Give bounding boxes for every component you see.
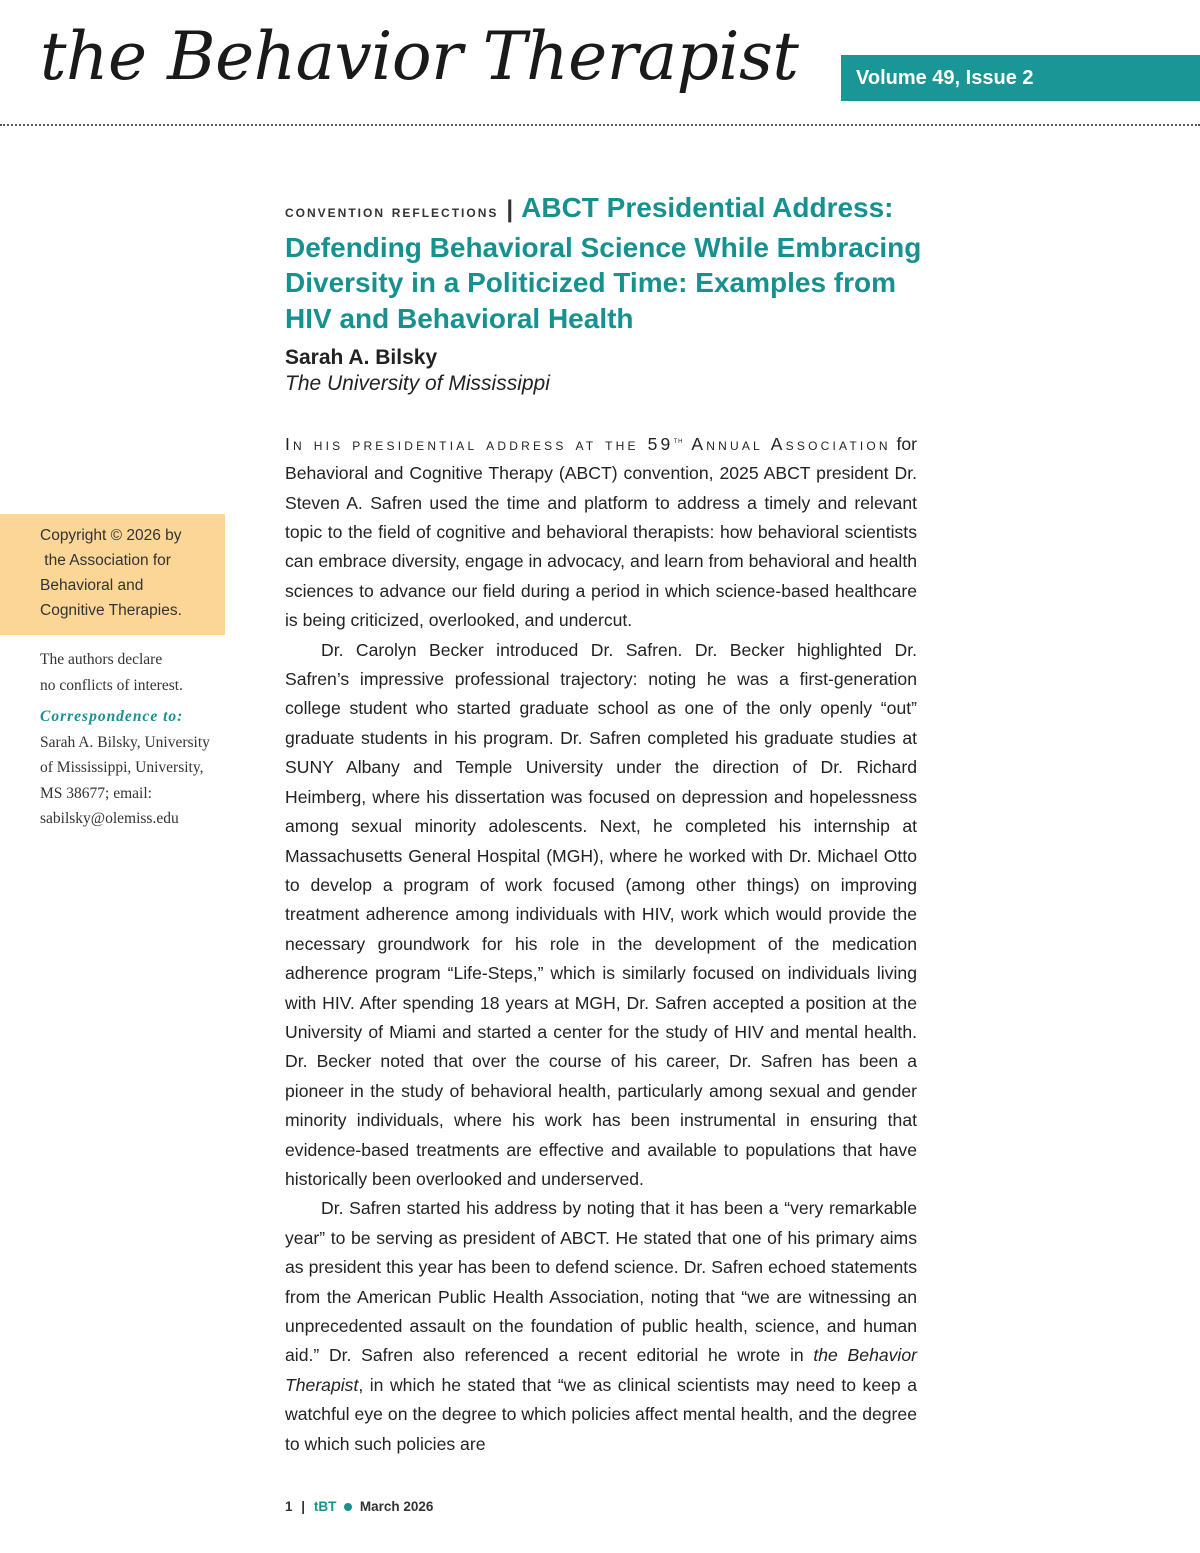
footer-brand: tBT: [313, 1499, 337, 1514]
paragraph-2: Dr. Carolyn Becker introduced Dr. Safren. Dr. Becker highlighted Dr. Safren’s impressive professional trajectory: noting he was a first-generation college student who started graduate school as one of the only openly “out” graduate students in his program. Dr. Safren completed his graduate studies at SUNY Albany and Temple University under the direction of Dr. Richard Heimberg, where his dissertation was focused on depression and hopelessness among sexual minority adolescents. Next, he completed his internship at Massachusetts General Hospital (MGH), where he worked with Dr. Michael Otto to develop a program of work focused (among other things) on improving treatment adherence among individuals with HIV, work which would provide the necessary groundwork for his role in the development of the medication adherence program “Life-Steps,” which is similarly focused on individuals living with HIV. After spending 18 years at MGH, Dr. Safren accepted a position at the University of Miami and started a center for the study of HIV and mental health. Dr. Becker noted that over the course of his career, Dr. Safren has been a pioneer in the study of behavioral health, particularly among sexual and gender minority individuals, where his work has been instrumental in ensuring that evidence-based treatments are effective and available to populations that have historically been overlooked and underserved.: [285, 639, 917, 1189]
section-label: convention reflections: [285, 202, 499, 221]
article-title-line: [285, 190, 925, 336]
author-name: Sarah A. Bilsky: [285, 346, 438, 369]
journal-title-italic: the Behavior Therapist: [285, 1345, 917, 1395]
paragraph-1: [285, 426, 917, 636]
author-affiliation: The University of Mississippi: [285, 372, 550, 395]
side-notes: [40, 647, 225, 832]
lead-in: In his presidential address at the 59th Annual Association: [285, 433, 891, 454]
journal-masthead: the Behavior Therapist: [40, 18, 799, 95]
article-title: ABCT Presidential Address: Defending Behavioral Science While Embracing Diversity in a Politicized Time: Examples from HIV and Behavioral Health: [285, 192, 922, 334]
copyright-line: Copyright © 2026 by: [40, 527, 182, 544]
copyright-line: Cognitive Therapies.: [40, 602, 182, 619]
footer-date: March 2026: [359, 1499, 434, 1514]
paragraph-3: Dr. Safren started his address by noting that it has been a “very remarkable year” to be serving as president of ABCT. He stated that one of his primary aims as president this year has been to defend science. Dr. Safren echoed statements from the American Public Health Association, noting that “we are witnessing an unprecedented assault on the foundation of public health, science, and human aid.” Dr. Safren also referenced a recent editorial he wrote in the Behavior Therapist, in which he stated that “we as clinical scientists may need to keep a watchful eye on the degree to which policies affect mental health, and the degree to which such policies are: [285, 1198, 917, 1454]
correspondence-line: Sarah A. Bilsky, University: [40, 733, 210, 751]
copyright-line: Behavioral and: [40, 577, 144, 594]
correspondence-line: MS 38677; email:: [40, 784, 152, 802]
volume-issue-badge: Volume 49, Issue 2: [841, 55, 1200, 101]
article-body: [285, 426, 917, 1459]
conflict-line: no conflicts of interest.: [40, 676, 183, 694]
correspondence-heading: Correspondence to:: [40, 708, 184, 725]
correspondence-line: of Mississippi, University,: [40, 759, 204, 776]
header-divider: [0, 124, 1200, 126]
lead-superscript: th: [673, 435, 684, 445]
correspondence-email[interactable]: sabilsky@olemiss.edu: [40, 810, 179, 827]
page-number: 1: [285, 1499, 293, 1514]
section-separator: |: [506, 196, 514, 223]
copyright-box: [0, 514, 225, 635]
article-header: [285, 190, 925, 396]
copyright-line: the Association for: [40, 552, 171, 569]
footer-separator: |: [301, 1499, 306, 1514]
paragraph-1-text: for Behavioral and Cognitive Therapy (ABCT) convention, 2025 ABCT president Dr. Steven A. Safren used the time and platform to address a timely and relevant topic to the field of cognitive and behavioral therapists: how behavioral scientists can embrace diversity, engage in advocacy, and learn from behavioral and health sciences to advance our field during a period in which science-based healthcare is being criticized, overlooked, and undercut.: [285, 433, 918, 631]
page-footer: [285, 1499, 433, 1514]
conflict-line: The authors declare: [40, 651, 163, 668]
footer-dot-icon: [344, 1503, 352, 1511]
